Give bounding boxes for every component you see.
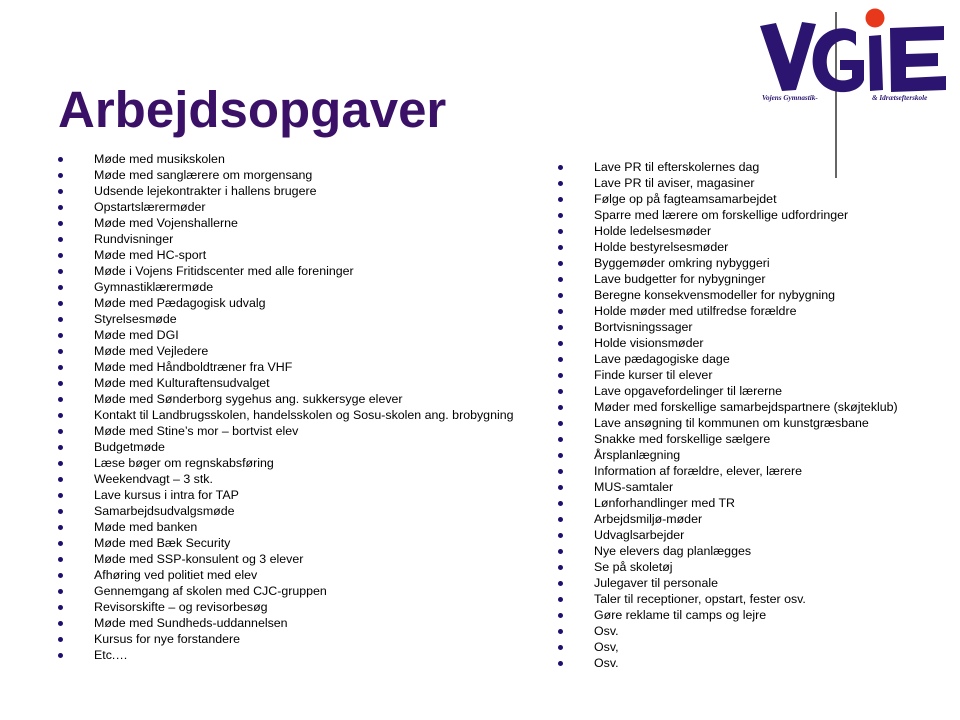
- list-item-text: Finde kurser til elever: [594, 368, 713, 382]
- list-item-text: Gennemgang af skolen med CJC-gruppen: [94, 584, 327, 598]
- bullet-icon: [558, 213, 563, 218]
- list-item-text: Weekendvagt – 3 stk.: [94, 472, 213, 486]
- bullet-icon: [58, 477, 63, 482]
- bullet-icon: [558, 293, 563, 298]
- list-item-text: Møde med HC-sport: [94, 248, 207, 262]
- list-item-text: Udsende lejekontrakter i hallens brugere: [94, 184, 317, 198]
- list-item: [558, 159, 958, 175]
- list-item-text: Møder med forskellige samarbejdspartnere (skøjteklub): [594, 400, 898, 414]
- list-item-text: Møde med SSP-konsulent og 3 elever: [94, 552, 304, 566]
- bullet-icon: [58, 333, 63, 338]
- bullet-icon: [58, 221, 63, 226]
- logo-subtitle-left: Vojens Gymnastik-: [762, 94, 818, 102]
- bullet-icon: [58, 317, 63, 322]
- list-item: [58, 583, 548, 599]
- left-task-list: [58, 151, 548, 663]
- list-item-text: Møde med sanglærere om morgensang: [94, 168, 313, 182]
- list-item: [558, 639, 958, 655]
- list-item: [58, 519, 548, 535]
- bullet-icon: [558, 453, 563, 458]
- bullet-icon: [558, 661, 563, 666]
- list-item: [558, 591, 958, 607]
- bullet-icon: [558, 421, 563, 426]
- list-item: [58, 167, 548, 183]
- list-item-text: Samarbejdsudvalgsmøde: [94, 504, 235, 518]
- list-item: [58, 215, 548, 231]
- list-item: [58, 567, 548, 583]
- list-item-text: Lave ansøgning til kommunen om kunstgræsbane: [594, 416, 869, 430]
- logo-subtitle-right: & Idrætsefterskole: [872, 94, 928, 102]
- list-item: [558, 175, 958, 191]
- list-item-text: Møde med Vejledere: [94, 344, 209, 358]
- list-item-text: Osv.: [594, 656, 619, 670]
- list-item-text: Bortvisningssager: [594, 320, 693, 334]
- list-item-text: Udvaglsarbejder: [594, 528, 685, 542]
- bullet-icon: [58, 509, 63, 514]
- list-item: [558, 623, 958, 639]
- list-item: [558, 543, 958, 559]
- bullet-icon: [58, 621, 63, 626]
- list-item-text: Opstartslærermøder: [94, 200, 206, 214]
- vgie-logo: [756, 6, 952, 180]
- list-item: [58, 359, 548, 375]
- list-item-text: Årsplanlægning: [594, 448, 681, 462]
- list-item: [58, 535, 548, 551]
- list-item-text: Læse bøger om regnskabsføring: [94, 456, 274, 470]
- list-item: [558, 655, 958, 671]
- list-item-text: Gymnastiklærermøde: [94, 280, 214, 294]
- bullet-icon: [58, 525, 63, 530]
- list-item: [58, 471, 548, 487]
- list-item: [558, 191, 958, 207]
- bullet-icon: [558, 309, 563, 314]
- bullet-icon: [558, 245, 563, 250]
- list-item-text: MUS-samtaler: [594, 480, 674, 494]
- list-item: [58, 295, 548, 311]
- logo-letter-v: [760, 22, 816, 91]
- list-item-text: Rundvisninger: [94, 232, 174, 246]
- logo-letter-e: [890, 26, 946, 92]
- bullet-icon: [558, 181, 563, 186]
- list-item: [558, 303, 958, 319]
- bullet-icon: [58, 653, 63, 658]
- list-item-text: Revisorskifte – og revisorbesøg: [94, 600, 268, 614]
- list-item-text: Møde med Sundheds-uddannelsen: [94, 616, 288, 630]
- list-item-text: Lave budgetter for nybygninger: [594, 272, 766, 286]
- list-item: [558, 367, 958, 383]
- list-item: [558, 479, 958, 495]
- bullet-icon: [558, 645, 563, 650]
- list-item: [558, 447, 958, 463]
- bullet-icon: [58, 237, 63, 242]
- list-item-text: Osv,: [594, 640, 619, 654]
- list-item-text: Holde ledelsesmøder: [594, 224, 712, 238]
- list-item: [58, 183, 548, 199]
- list-item-text: Holde bestyrelsesmøder: [594, 240, 729, 254]
- bullet-icon: [558, 341, 563, 346]
- bullet-icon: [58, 269, 63, 274]
- list-item-text: Budgetmøde: [94, 440, 165, 454]
- slide-title: Arbejdsopgaver: [58, 81, 447, 138]
- list-item-text: Lave kursus i intra for TAP: [94, 488, 239, 502]
- list-item: [58, 487, 548, 503]
- bullet-icon: [58, 349, 63, 354]
- right-task-list: [558, 159, 958, 671]
- bullet-icon: [558, 405, 563, 410]
- list-item: [58, 439, 548, 455]
- bullet-icon: [58, 429, 63, 434]
- list-item-text: Information af forældre, elever, lærere: [594, 464, 802, 478]
- bullet-icon: [558, 373, 563, 378]
- list-item-text: Taler til receptioner, opstart, fester osv.: [594, 592, 806, 606]
- list-item: [558, 351, 958, 367]
- bullet-icon: [58, 541, 63, 546]
- logo-letter-g: [813, 28, 864, 92]
- list-item-text: Møde med musikskolen: [94, 152, 225, 166]
- list-item: [58, 231, 548, 247]
- list-item-text: Julegaver til personale: [594, 576, 718, 590]
- bullet-icon: [558, 517, 563, 522]
- list-item: [558, 495, 958, 511]
- list-item: [558, 415, 958, 431]
- list-item-text: Følge op på fagteamsamarbejdet: [594, 192, 777, 206]
- list-item: [558, 399, 958, 415]
- list-item: [58, 327, 548, 343]
- bullet-icon: [558, 581, 563, 586]
- list-item-text: Kontakt til Landbrugsskolen, handelsskolen og Sosu-skolen ang. brobygning: [94, 408, 514, 422]
- bullet-icon: [558, 357, 563, 362]
- bullet-icon: [58, 589, 63, 594]
- list-item-text: Lave pædagogiske dage: [594, 352, 730, 366]
- bullet-icon: [58, 637, 63, 642]
- list-item-text: Lave opgavefordelinger til lærerne: [594, 384, 783, 398]
- bullet-icon: [58, 493, 63, 498]
- list-item-text: Lønforhandlinger med TR: [594, 496, 735, 510]
- list-item-text: Sparre med lærere om forskellige udfordringer: [594, 208, 849, 222]
- list-item: [58, 151, 548, 167]
- bullet-icon: [58, 253, 63, 258]
- bullet-icon: [558, 469, 563, 474]
- bullet-icon: [58, 413, 63, 418]
- list-item: [558, 607, 958, 623]
- bullet-icon: [58, 557, 63, 562]
- list-item-text: Gøre reklame til camps og lejre: [594, 608, 767, 622]
- list-item: [58, 551, 548, 567]
- list-item-text: Osv.: [594, 624, 619, 638]
- list-item: [58, 647, 548, 663]
- list-item-text: Lave PR til aviser, magasiner: [594, 176, 755, 190]
- list-item-text: Afhøring ved politiet med elev: [94, 568, 258, 582]
- bullet-icon: [58, 445, 63, 450]
- bullet-icon: [558, 437, 563, 442]
- list-item: [58, 247, 548, 263]
- list-item-text: Møde med DGI: [94, 328, 179, 342]
- bullet-icon: [558, 261, 563, 266]
- list-item: [558, 559, 958, 575]
- bullet-icon: [558, 597, 563, 602]
- bullet-icon: [558, 389, 563, 394]
- list-item: [558, 255, 958, 271]
- list-item-text: Lave PR til efterskolernes dag: [594, 160, 760, 174]
- bullet-icon: [558, 629, 563, 634]
- bullet-icon: [58, 461, 63, 466]
- logo-letter-i: [869, 35, 883, 91]
- list-item-text: Etc.…: [94, 648, 128, 662]
- list-item-text: Beregne konsekvensmodeller for nybygning: [594, 288, 836, 302]
- list-item: [558, 319, 958, 335]
- list-item: [558, 431, 958, 447]
- bullet-icon: [558, 229, 563, 234]
- list-item: [58, 615, 548, 631]
- bullet-icon: [58, 365, 63, 370]
- list-item-text: Kursus for nye forstandere: [94, 632, 241, 646]
- list-item: [58, 199, 548, 215]
- bullet-icon: [58, 205, 63, 210]
- list-item-text: Møde med Håndboldtræner fra VHF: [94, 360, 293, 374]
- bullet-icon: [58, 605, 63, 610]
- bullet-icon: [558, 549, 563, 554]
- bullet-icon: [58, 189, 63, 194]
- list-item: [58, 503, 548, 519]
- bullet-icon: [558, 533, 563, 538]
- list-item: [58, 375, 548, 391]
- list-item: [58, 407, 548, 423]
- bullet-icon: [58, 301, 63, 306]
- list-item: [558, 223, 958, 239]
- list-item: [58, 311, 548, 327]
- list-item-text: Møde med Kulturaftensudvalget: [94, 376, 270, 390]
- bullet-icon: [558, 165, 563, 170]
- list-item: [558, 527, 958, 543]
- list-item-text: Holde visionsmøder: [594, 336, 704, 350]
- list-item-text: Byggemøder omkring nybyggeri: [594, 256, 770, 270]
- list-item-text: Styrelsesmøde: [94, 312, 177, 326]
- logo-dot: [866, 9, 885, 28]
- bullet-icon: [58, 381, 63, 386]
- bullet-icon: [558, 565, 563, 570]
- bullet-icon: [558, 501, 563, 506]
- list-item: [58, 423, 548, 439]
- bullet-icon: [558, 613, 563, 618]
- list-item: [558, 383, 958, 399]
- list-item: [58, 343, 548, 359]
- bullet-icon: [58, 573, 63, 578]
- list-item-text: Nye elevers dag planlægges: [594, 544, 752, 558]
- list-item-text: Snakke med forskellige sælgere: [594, 432, 771, 446]
- list-item: [58, 391, 548, 407]
- list-item: [558, 271, 958, 287]
- bullet-icon: [58, 285, 63, 290]
- list-item-text: Arbejdsmiljø-møder: [594, 512, 703, 526]
- bullet-icon: [58, 173, 63, 178]
- bullet-icon: [558, 197, 563, 202]
- list-item: [58, 263, 548, 279]
- list-item: [58, 455, 548, 471]
- list-item: [58, 599, 548, 615]
- list-item-text: Møde med Vojenshallerne: [94, 216, 238, 230]
- list-item: [558, 207, 958, 223]
- list-item: [558, 463, 958, 479]
- list-item-text: Møde med Pædagogisk udvalg: [94, 296, 266, 310]
- list-item-text: Se på skoletøj: [594, 560, 673, 574]
- list-item-text: Møde med banken: [94, 520, 198, 534]
- list-item: [558, 575, 958, 591]
- bullet-icon: [58, 157, 63, 162]
- list-item: [58, 631, 548, 647]
- list-item: [558, 511, 958, 527]
- list-item-text: Møde med Bæk Security: [94, 536, 231, 550]
- list-item-text: Møde med Sønderborg sygehus ang. sukkersyge elever: [94, 392, 403, 406]
- bullet-icon: [558, 485, 563, 490]
- list-item-text: Møde med Stine’s mor – bortvist elev: [94, 424, 299, 438]
- list-item-text: Holde møder med utilfredse forældre: [594, 304, 797, 318]
- bullet-icon: [58, 397, 63, 402]
- list-item: [558, 335, 958, 351]
- bullet-icon: [558, 325, 563, 330]
- list-item: [558, 239, 958, 255]
- list-item: [558, 287, 958, 303]
- list-item: [58, 279, 548, 295]
- bullet-icon: [558, 277, 563, 282]
- list-item-text: Møde i Vojens Fritidscenter med alle foreninger: [94, 264, 354, 278]
